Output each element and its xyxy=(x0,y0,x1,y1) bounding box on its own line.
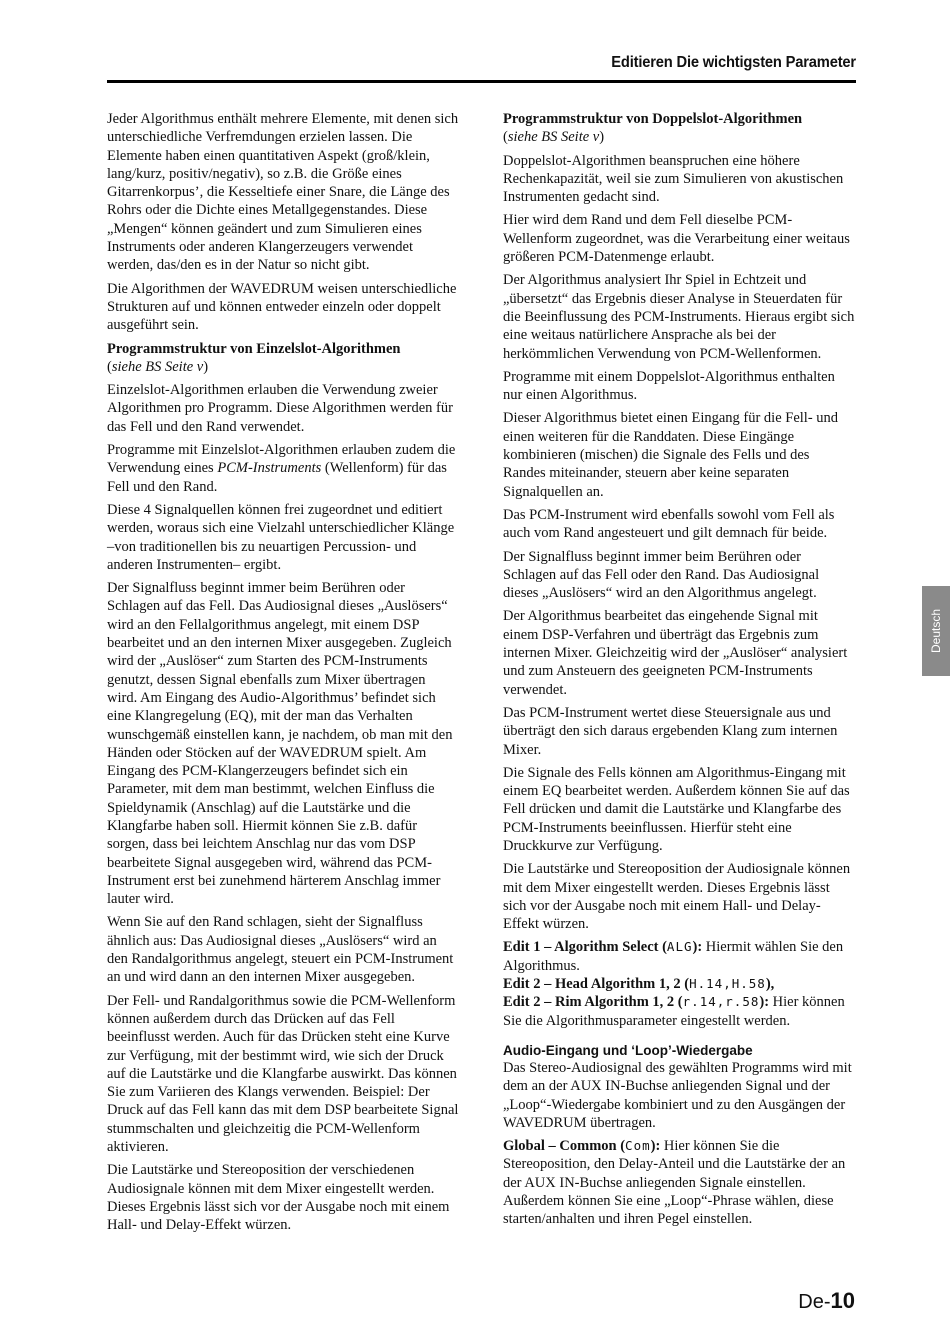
paragraph: Dieser Algorithmus bietet einen Eingang für die Fell- und einen weiteren für die Randdaten. Diese Eingänge kombinieren (mischen) die Signale des Fells und des Randes miteinander, steuern aber keine separaten Signalquellen an. xyxy=(503,410,839,500)
page-header xyxy=(107,52,856,83)
section-heading-single-slot: Programmstruktur von Einzelslot-Algorithmen xyxy=(107,340,401,357)
paragraph xyxy=(107,441,459,496)
page-reference: (siehe BS Seite v) xyxy=(107,358,209,375)
side-tab-label: Deutsch xyxy=(929,608,943,654)
page-number xyxy=(798,1288,855,1314)
edit2-close: ), xyxy=(765,976,775,993)
section-heading-double-slot: Programmstruktur von Doppelslot-Algorithmen xyxy=(503,111,803,127)
text: Programme mit Einzelslot-Algorithmen erlauben zudem die Verwendung eines xyxy=(107,442,456,477)
page-reference: (siehe BS Seite v) xyxy=(503,129,605,146)
edit1-label: Edit 1 – Algorithm Select ( xyxy=(503,939,667,956)
global-text: Hier können Sie die Stereoposition, den Delay-Anteil und die Lautstärke der an der AUX IN-Buchse anliegenden Signale einstellen. Außerdem können Sie eine „Loop“-Phrase wählen, diese starten/anhalten und ihren Pegel einstellen. xyxy=(503,1138,846,1228)
edit-parameters xyxy=(503,938,855,1029)
page-number-value: 10 xyxy=(830,1288,855,1313)
emphasis-text: PCM-Instruments xyxy=(217,460,322,477)
paragraph: Die Algorithmen der WAVEDRUM weisen unterschiedliche Strukturen auf und können entweder einzeln oder doppelt ausgeführt sein. xyxy=(107,280,457,334)
edit2b-label: Edit 2 – Rim Algorithm 1, 2 ( xyxy=(503,994,683,1011)
paragraph: Das Stereo-Audiosignal des gewählten Programms wird mit dem an der AUX IN-Buchse anliegenden Signal und der „Loop“-Wiedergabe kombiniert und zu den Ausgängen der WAVEDRUM übertragen. xyxy=(503,1059,852,1131)
paragraph: Hier wird dem Rand und dem Fell dieselbe PCM-Wellenform zugeordnet, was die Verarbeitung einer weitaus größeren PCM-Datenmenge erlaubt. xyxy=(503,212,850,266)
paragraph: Das PCM-Instrument wertet diese Steuersignale aus und überträgt den sich daraus ergebenden Klang zum internen Mixer. xyxy=(503,704,838,758)
lcd-display-text: r.14,r.58 xyxy=(682,994,760,1010)
lcd-display-text: ALG xyxy=(666,939,693,955)
edit1-text: Hiermit wählen Sie den Algorithmus. xyxy=(503,939,844,974)
edit2b-close: ): xyxy=(759,994,770,1011)
lcd-display-text: H.14,H.58 xyxy=(689,976,766,992)
paragraph: Doppelslot-Algorithmen beanspruchen eine höhere Rechenkapazität, weil sie zum Simulieren von akustischen Instrumenten gedacht sind. xyxy=(503,152,844,206)
global-label: Global – Common ( xyxy=(503,1138,626,1155)
paragraph: Der Algorithmus bearbeitet das eingehende Signal mit einem DSP-Verfahren und überträgt das Ergebnis zum internen Mixer. Gleichzeitig wird der „Auslöser“ analysiert und zum Ansteuern des geeigneten PCM-Instruments verwendet. xyxy=(503,608,848,698)
reference-text: siehe BS Seite v xyxy=(507,129,600,146)
edit2-line xyxy=(503,975,855,993)
edit2b-text: Hier können Sie die Algorithmusparameter eingestellt werden. xyxy=(503,994,845,1029)
paragraph: Der Fell- und Randalgorithmus sowie die PCM-Wellenform können außerdem durch das Drücken auf das Fell beeinflusst werden. Auch für das Drücken steht eine Kurve zur Verfügung, mit der bestimmt wird, wie sich der Druck auf die Lautstärke und die Klangfarbe auswirkt. Das können Sie zum Variieren des Klangs verwenden. Beispiel: Der Druck auf das Fell kann das mit dem DSP bearbeitete Signal stummschalten und gleichzeitig die PCM-Wellenform aktivieren. xyxy=(107,992,459,1156)
paragraph: Der Signalfluss beginnt immer beim Berühren oder Schlagen auf das Fell oder den Rand. Das Audiosignal dieses „Auslösers“ wird an den Algorithmus angelegt. xyxy=(503,548,820,602)
global-close: ): xyxy=(650,1138,661,1155)
lcd-display-text: Com xyxy=(625,1138,651,1154)
paragraph: Die Signale des Fells können am Algorithmus-Eingang mit einem EQ bearbeitet werden. Außerdem können Sie auf das Fell drücken und damit die Lautstärke und Klangfarbe des PCM-Instruments beeinflussen. Hierfür steht eine Druckkurve zur Verfügung. xyxy=(503,764,850,854)
right-column xyxy=(503,110,855,1234)
paragraph: Die Lautstärke und Stereoposition der Audiosignale können mit dem Mixer eingestellt werden. Dieses Ergebnis lässt sich vor der Ausgabe noch mit einem Hall- und Delay-Effekt würzen. xyxy=(503,861,851,933)
paragraph: Wenn Sie auf den Rand schlagen, sieht der Signalfluss ähnlich aus: Das Audiosignal dieses „Auslösers“ wird an den Randalgorithmus angelegt, steuert ein PCM-Instrument an und wird dann an den internen Mixer ausgegeben. xyxy=(107,914,454,986)
left-column xyxy=(107,110,459,1240)
edit2b-line xyxy=(503,993,855,1030)
paragraph: Das PCM-Instrument wird ebenfalls sowohl vom Fell als auch vom Rand angesteuert und gilt demnach für beide. xyxy=(503,506,835,542)
edit1-line xyxy=(503,938,855,975)
page-number-prefix: De- xyxy=(798,1291,831,1313)
edit2-label: Edit 2 – Head Algorithm 1, 2 ( xyxy=(503,976,690,993)
paragraph: Einzelslot-Algorithmen erlauben die Verwendung zweier Algorithmen pro Programm. Diese Algorithmen werden für das Fell und den Rand verwendet. xyxy=(107,382,453,435)
global-common-line xyxy=(503,1137,855,1228)
paragraph: Jeder Algorithmus enthält mehrere Elemente, mit denen sich unterschiedliche Verfremdungen erzielen lassen. Die Elemente haben einen quantitativen Aspekt (groß/klein, lang/kurz, positiv/negativ), so z.B. die Größe eines Gitarrenkorpus’, die Kesseltiefe einer Snare, die Länge des Rohrs oder die Dichte eines Metallgegenstandes. Diese „Mengen“ können geändert und zum Simulieren eines Instruments oder anderen Klangerzeugers verwendet werden, das/den es in der Natur so nicht gibt. xyxy=(107,111,459,274)
paragraph: Diese 4 Signalquellen können frei zugeordnet und editiert werden, woraus sich eine Vielzahl unterschiedlicher Klänge –von traditionellen bis zu neuartigen Percussion- und anderen Instrumenten– ergibt. xyxy=(107,501,455,573)
text: (Wellenform) für das Fell und den Rand. xyxy=(107,460,447,495)
paragraph: Die Lautstärke und Stereoposition der verschiedenen Audiosignale können mit dem Mixer eingestellt werden. Dieses Ergebnis lässt sich vor der Ausgabe noch mit einem Hall- und Delay-Effekt würzen. xyxy=(107,1162,450,1234)
paragraph: Der Algorithmus analysiert Ihr Spiel in Echtzeit und „übersetzt“ das Ergebnis dieser Analyse in Steuerdaten für die Beeinflussung des PCM-Instruments. Hieraus ergibt sich eine weitaus natürlichere Ansprache als bei der herkömmlichen Verwendung von PCM-Wellenformen. xyxy=(503,272,855,362)
reference-text: siehe BS Seite v xyxy=(111,358,204,375)
paragraph: Programme mit einem Doppelslot-Algorithmus enthalten nur einen Algorithmus. xyxy=(503,368,835,404)
header-title: Editieren Die wichtigsten Parameter xyxy=(611,54,856,71)
section-heading-audio-loop: Audio-Eingang und ‘Loop’-Wiedergabe xyxy=(503,1042,753,1058)
edit1-close: ): xyxy=(692,939,703,956)
language-side-tab xyxy=(922,586,950,676)
paragraph: Der Signalfluss beginnt immer beim Berühren oder Schlagen auf das Fell. Das Audiosignal dieses „Auslösers“ wird an den Fellalgorithmus angelegt, mit einem DSP bearbeitet und an den internen Mixer ausgegeben. Zugleich wird der „Auslöser“ zum Starten des PCM-Instruments genutzt, dessen Signal ebenfalls zum Mixer übertragen wird. Am Eingang des Audio-Algorithmus’ befindet sich eine Klangregelung (EQ), mit der man das Verhalten wunschgemäß einstellen kann, je nachdem, ob man mit den Händen oder Stöcken auf der WAVEDRUM spielt. Am Eingang des PCM-Klangerzeugers befindet sich ein Parameter, mit dem man bestimmt, welchen Einfluss die Spieldynamik (Anschlag) auf die Lautstärke und die Klangfarbe haben soll. Hiermit können Sie z.B. dafür sorgen, dass bei leichtem Anschlag nur das vom DSP bearbeitete Signal ausgegeben wird, während das PCM-Instrument erst bei zunehmend härterem Anschlag immer lauter wird. xyxy=(107,580,453,908)
